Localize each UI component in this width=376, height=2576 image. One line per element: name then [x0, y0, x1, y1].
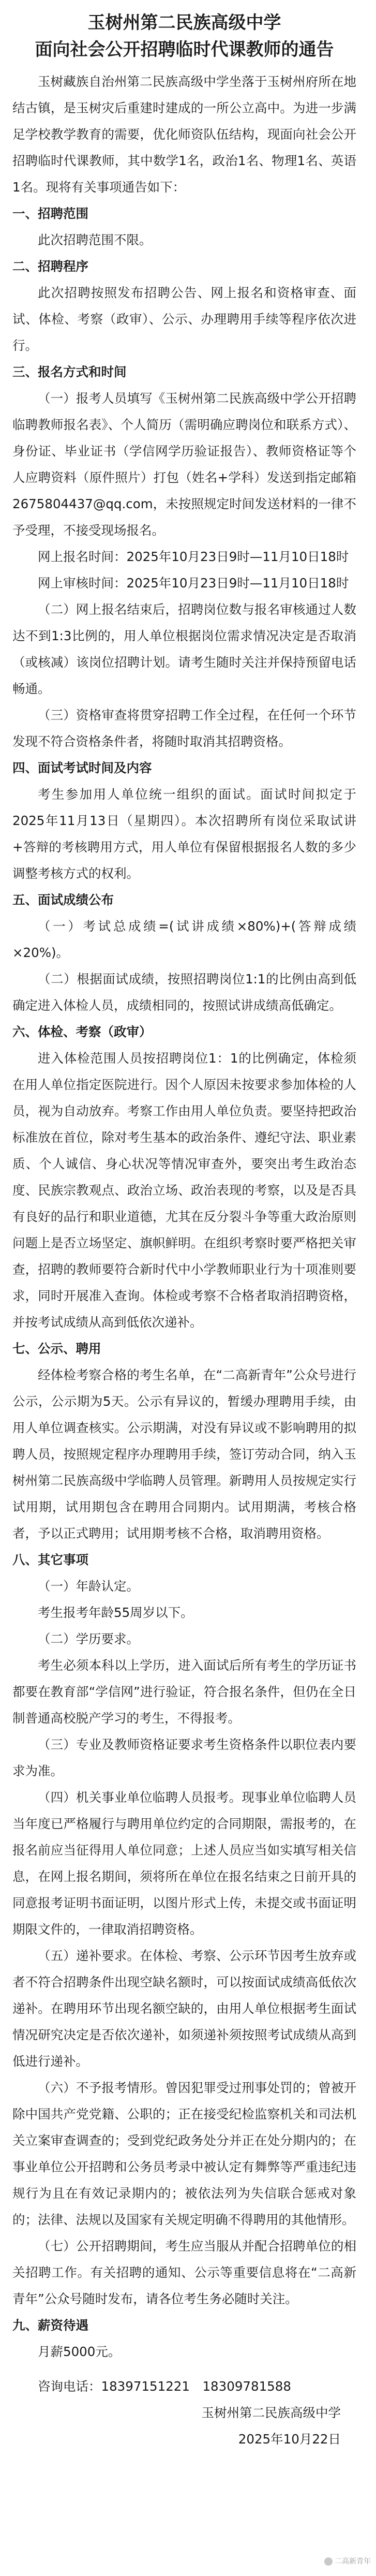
section-heading-interview: 四、面试考试时间及内容 — [12, 760, 152, 775]
other-temp-staff: （四）机关事业单位临聘人员报考。现事业单位临聘人员当年度已严格履行与聘用单位约定的合同期限，需报考的，在报名前应当征得用人单位同意；上述人员应当如实填写相关信息，在网上报名期间，须将所在单位在报名结束之日前开具的同意报考证明书面证明，以图片形式上传，未提交或书面证明期限文件的，一律取消招聘资格。 — [12, 1790, 356, 1937]
scope-paragraph: 此次招聘范围不限。 — [38, 232, 152, 247]
section-heading-procedure: 二、招聘程序 — [12, 259, 88, 274]
physical-exam-paragraph: 进入体检范围人员按招聘岗位1：1的比例确定，体检须在用人单位指定医院进行。因个人原因未按要求参加体检的人员，视为自动放弃。考察工作由用人单位负责。要坚持把政治标准放在首位，除对考生基本的政治条件、遵纪守法、职业素质、个人诚信、身心状况等情况审查外，要突出考生政治态度、民族宗教观点、政治立场、政治表现的考察，以及是否具有良好的品行和职业道德，尤其在反分裂斗争等重大政治原则问题上是否立场坚定、旗帜鲜明。在组织考察时要严格把关审查，招聘的教师要符合新时代中小学教师职业行为十项准则要求，同时开展准入查询。体检或考察不合格者取消招聘资格，并按考试成绩从高到低依次递补。 — [12, 1051, 356, 1330]
watermark — [324, 2556, 371, 2567]
registration-paragraph-3: （三）资格审查将贯穿招聘工作全过程，在任何一个环节发现不符合资格条件者，将随时取消其招聘资格。 — [12, 708, 356, 749]
other-ineligible: （六）不予报考情形。曾因犯罪受过刑事处罚的；曾被开除中国共产党党籍、公职的；正在接受纪检监察机关和司法机关立案审查调查的；受到党纪政务处分并正在处分期内的；在事业单位公开招聘和公务员考录中被认定有舞弊等严重违纪违规行为且在有效记录期内的；被依法列为失信联合惩戒对象的；法律、法规以及国家有关规定明确不得聘用的其他情形。 — [12, 2080, 356, 2227]
registration-time: 网上报名时间：2025年10月23日9时—11月10日18时 — [38, 549, 349, 564]
registration-paragraph-2: （二）网上报名结束后，招聘岗位数与报名审核通过人数达不到1:3比例的，用人单位根据岗位需求情况决定是否取消（或核减）该岗位招聘计划。请考生随时关注并保持预留电话畅通。 — [12, 602, 356, 696]
other-age-title: （一）年龄认定。 — [38, 1579, 139, 1594]
other-qualification: （三）专业及教师资格证要求考生资格条件以职位表内要求为准。 — [12, 1737, 356, 1778]
interview-paragraph: 考生参加用人单位统一组织的面试。面试时间拟定于2025年11月13日（星期四）。本次招聘所有岗位采取试讲+答辩的考核聘用方式，用人单位有保留根据报名人数的多少调整考核方式的权利。 — [12, 787, 356, 881]
other-education-title: （二）学历要求。 — [38, 1631, 139, 1646]
procedure-paragraph: 此次招聘按照发布招聘公告、网上报名和资格审查、面试、体检、考察（政审）、公示、办理聘用手续等程序依次进行。 — [12, 285, 356, 353]
signature-organization: 玉树州第二民族高级中学 — [201, 2405, 341, 2420]
section-heading-other: 八、其它事项 — [12, 1552, 88, 1567]
other-age-text: 考生报考年龄55周岁以下。 — [38, 1605, 193, 1620]
review-time: 网上审核时间：2025年10月23日9时—11月10日18时 — [38, 576, 349, 591]
page-title-school: 玉树州第二民族高级中学 — [87, 12, 281, 33]
account-icon — [324, 2557, 333, 2566]
section-heading-results: 五、面试成绩公布 — [12, 892, 114, 907]
other-substitution: （五）递补要求。在体检、考察、公示环节因考生放弃或者不符合招聘条件出现空缺名额时，可以按面试成绩高低依次递补。在聘用环节出现名额空缺的，由用人单位根据考生面试情况研究决定是否依次递补，如须递补须按照考试成绩从高到低进行递补。 — [12, 1948, 356, 2069]
publicity-paragraph: 经体检考察合格的考生名单，在“二高新青年”公众号进行公示，公示期为5天。公示有异议的，暂缓办理聘用手续，由用人单位调查核实。公示期满，对没有异议或不影响聘用的拟聘人员，按照规定程序办理聘用手续，签订劳动合同，纳入玉树州第二民族高级中学临聘人员管理。新聘用人员按规定实行试用期，试用期包含在聘用合同期内。试用期满，考核合格者，予以正式聘用；试用期考核不合格，取消聘用资格。 — [12, 1367, 356, 1541]
section-heading-publicity: 七、公示、聘用 — [12, 1341, 101, 1356]
salary-paragraph: 月薪5000元。 — [38, 2344, 121, 2359]
watermark-text: 二高新青年 — [335, 2557, 371, 2566]
page-title-notice: 面向社会公开招聘临时代课教师的通告 — [35, 39, 334, 60]
section-heading-scope: 一、招聘范围 — [12, 206, 88, 221]
section-heading-registration: 三、报名方式和时间 — [12, 364, 127, 379]
intro-paragraph: 玉树藏族自治州第二民族高级中学坐落于玉树州府所在地结古镇，是玉树灾后重建时建成的一所公立高中。为进一步满足学校教学教育的需要，优化师资队伍结构，现面向社会公开招聘临时代课教师，其中数学1名，政治1名、物理1名、英语1名。现将有关事项通告如下： — [12, 74, 356, 195]
section-heading-salary: 九、薪资待遇 — [12, 2318, 88, 2333]
results-formula: （一）考试总成绩=(试讲成绩×80%)+(答辩成绩×20%)。 — [12, 919, 356, 960]
other-education-text: 考生必须本科以上学历，进入面试后所有考生的学历证书都要在教育部“学信网”进行验证，符合报名条件，但仍在全日制普通高校脱产学习的考生，不得报考。 — [12, 1658, 356, 1726]
notice-body — [12, 68, 356, 2452]
contact-phone: 咨询电话：18397151221 18309781588 — [38, 2379, 291, 2394]
registration-paragraph-1: （一）报考人员填写《玉树州第二民族高级中学公开招聘临聘教师报名表》、个人简历（需明确应聘岗位和联系方式）、身份证、毕业证书（学信网学历验证报告）、教师资格证等个人应聘资料（原件照片）打包（姓名+学科）发送到指定邮箱2675804437@qq.com，未按照规定时间发送材料的一律不予受理，不接受现场报名。 — [12, 391, 356, 538]
signature-date: 2025年10月22日 — [238, 2432, 341, 2447]
results-paragraph: （二）根据面试成绩，按照招聘岗位1:1的比例由高到低确定进入体检人员，成绩相同的，按照试讲成绩高低确定。 — [12, 971, 356, 1013]
other-cooperation: （七）公开招聘期间，考生应当服从并配合招聘单位的相关招聘工作。有关招聘的通知、公示等重要信息将在“二高新青年”公众号随时发布，请各位考生务必随时关注。 — [12, 2239, 356, 2306]
section-heading-physical-exam: 六、体检、考察（政审） — [12, 1024, 152, 1039]
